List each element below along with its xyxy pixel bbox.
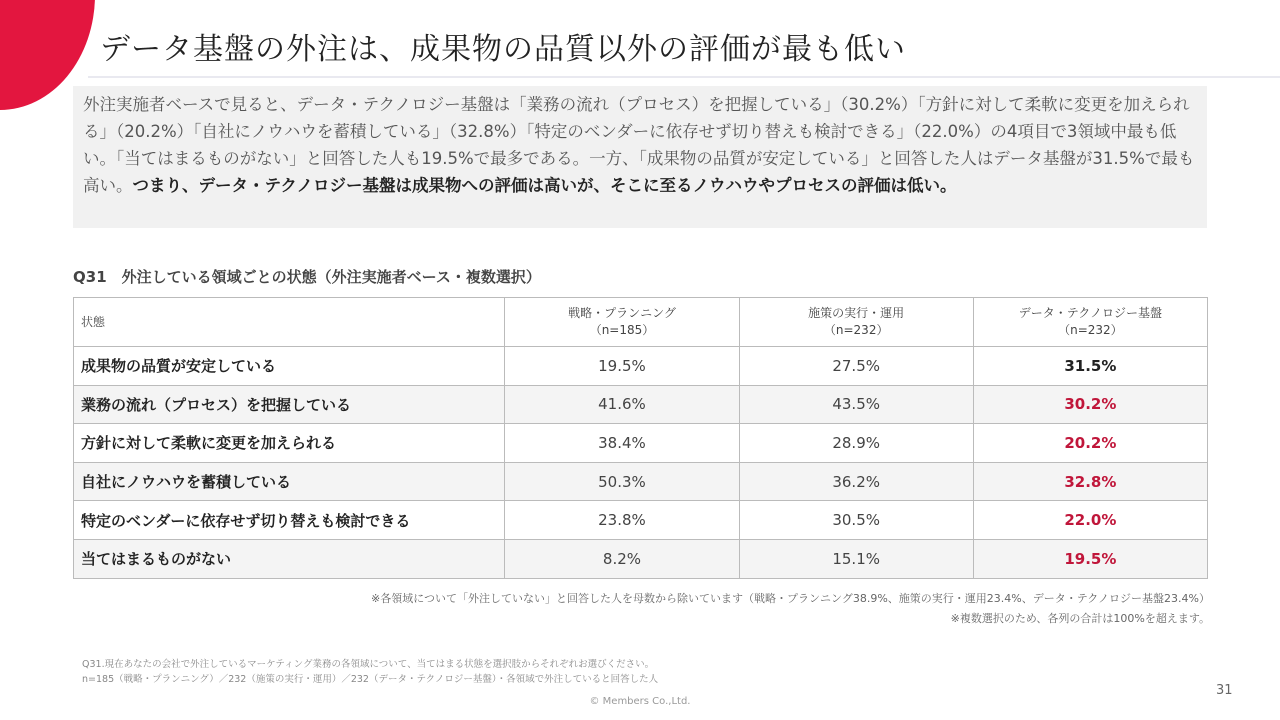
page-number: 31 xyxy=(1216,683,1233,698)
table-row xyxy=(74,424,1208,463)
cell-value: 8.2% xyxy=(505,539,739,578)
cell-value: 38.4% xyxy=(505,424,739,463)
footnote-question: Q31.現在あなたの会社で外注しているマーケティング業務の各領域について、当てはまる状態を選択肢からそれぞれお選びください。 xyxy=(82,659,655,670)
header-data-tech-n: （n=232） xyxy=(1058,323,1123,337)
summary-box xyxy=(73,86,1207,228)
cell-value-highlight: 31.5% xyxy=(973,347,1207,386)
row-label: 当てはまるものがない xyxy=(74,539,505,578)
header-data-tech-name: データ・テクノロジー基盤 xyxy=(1018,306,1163,320)
cell-value: 19.5% xyxy=(505,347,739,386)
cell-value-highlight: 22.0% xyxy=(973,501,1207,540)
row-label: 成果物の品質が安定している xyxy=(74,347,505,386)
row-label: 自社にノウハウを蓄積している xyxy=(74,462,505,501)
cell-value: 30.5% xyxy=(739,501,973,540)
header-data-tech xyxy=(973,298,1207,347)
cell-value: 23.8% xyxy=(505,501,739,540)
copyright: © Members Co.,Ltd. xyxy=(589,696,691,707)
row-label: 方針に対して柔軟に変更を加えられる xyxy=(74,424,505,463)
cell-value: 41.6% xyxy=(505,385,739,424)
multi-select-note: ※複数選択のため、各列の合計は100%を超えます。 xyxy=(950,612,1210,625)
cell-value: 28.9% xyxy=(739,424,973,463)
section-title: Q31 外注している領域ごとの状態（外注実施者ベース・複数選択） xyxy=(73,268,541,286)
cell-value-highlight: 20.2% xyxy=(973,424,1207,463)
table-row xyxy=(74,539,1208,578)
cell-value: 43.5% xyxy=(739,385,973,424)
header-execution-n: （n=232） xyxy=(823,323,889,337)
cell-value: 27.5% xyxy=(739,347,973,386)
table-row xyxy=(74,462,1208,501)
cell-value-highlight: 19.5% xyxy=(973,539,1207,578)
title-divider xyxy=(88,76,1280,78)
table-row xyxy=(74,385,1208,424)
cell-value: 36.2% xyxy=(739,462,973,501)
row-label: 特定のベンダーに依存せず切り替えも検討できる xyxy=(74,501,505,540)
cell-value: 15.1% xyxy=(739,539,973,578)
header-label: 状態 xyxy=(74,298,505,347)
base-note: ※各領域について「外注していない」と回答した人を母数から除いています（戦略・プランニング38.9%、施策の実行・運用23.4%、データ・テクノロジー基盤23.4%） xyxy=(371,592,1210,605)
header-strategy-name: 戦略・プランニング xyxy=(568,306,676,320)
table-row xyxy=(74,347,1208,386)
header-execution xyxy=(739,298,973,347)
header-strategy-n: （n=185） xyxy=(589,323,655,337)
status-table xyxy=(73,297,1208,579)
cell-value-highlight: 32.8% xyxy=(973,462,1207,501)
table-header-row xyxy=(74,298,1208,347)
summary-conclusion: つまり、データ・テクノロジー基盤は成果物への評価は高いが、そこに至るノウハウやプロセスの評価は低い。 xyxy=(132,176,957,195)
table-row xyxy=(74,501,1208,540)
row-label: 業務の流れ（プロセス）を把握している xyxy=(74,385,505,424)
cell-value: 50.3% xyxy=(505,462,739,501)
footnote-sample: n=185（戦略・プランニング）／232（施策の実行・運用）／232（データ・テクノロジー基盤）・各領域で外注していると回答した人 xyxy=(82,674,659,685)
header-execution-name: 施策の実行・運用 xyxy=(808,306,905,320)
slide-title: データ基盤の外注は、成果物の品質以外の評価が最も低い xyxy=(100,32,906,67)
summary-text: 外注実施者ベースで見ると、データ・テクノロジー基盤は「業務の流れ（プロセス）を把握している」（30.2%）「方針に対して柔軟に変更を加えられる」（20.2%）「自社にノウハウを蓄積している」（32.8%）「特定のベンダーに依存せず切り替えも検討できる」（22.0%）の4項目で3領域中最も低い。「当てはまるものがない」と回答した人も19.5%で最多である。一方、「成果物の品質が安定している」と回答した人はデータ基盤が31.5%で最も高い。 xyxy=(83,95,1195,195)
cell-value-highlight: 30.2% xyxy=(973,385,1207,424)
header-strategy xyxy=(505,298,739,347)
